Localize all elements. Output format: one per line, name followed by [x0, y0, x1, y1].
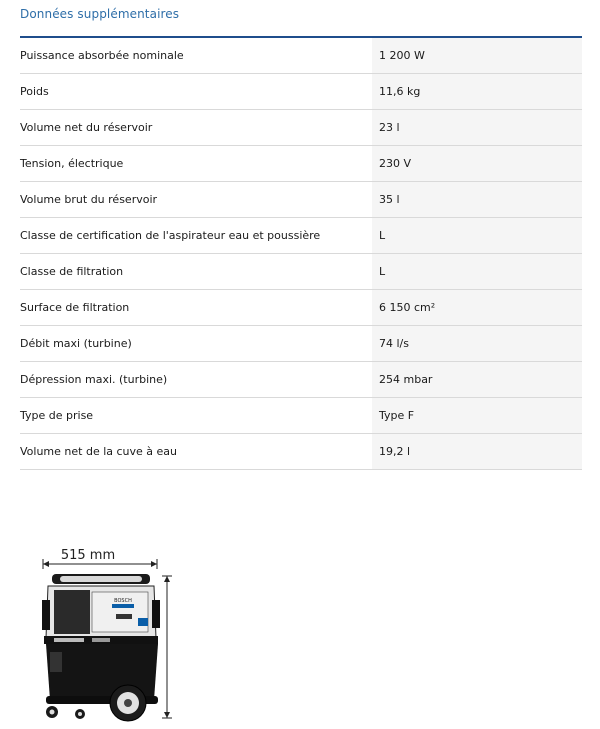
- spec-value: L: [372, 218, 582, 254]
- brand-logo: BOSCH: [114, 598, 132, 604]
- table-row: [20, 146, 582, 182]
- spec-label: Volume net du réservoir: [20, 110, 372, 146]
- table-row: [20, 326, 582, 362]
- table-row: [20, 218, 582, 254]
- spec-label: Débit maxi (turbine): [20, 326, 372, 362]
- vacuum-body: [42, 574, 160, 721]
- table-row: [20, 254, 582, 290]
- spec-value: 254 mbar: [372, 362, 582, 398]
- table-row: [20, 362, 582, 398]
- table-row: [20, 37, 582, 74]
- table-row: [20, 182, 582, 218]
- spec-table: [20, 36, 582, 470]
- spec-label: Dépression maxi. (turbine): [20, 362, 372, 398]
- height-dimension-line: [162, 576, 172, 718]
- spec-value: 35 l: [372, 182, 582, 218]
- table-row: [20, 434, 582, 470]
- table-row: [20, 110, 582, 146]
- spec-label: Volume net de la cuve à eau: [20, 434, 372, 470]
- spec-value: 74 l/s: [372, 326, 582, 362]
- table-row: [20, 398, 582, 434]
- width-dimension-label: 515 mm: [60, 548, 116, 563]
- spec-value: 230 V: [372, 146, 582, 182]
- table-row: [20, 74, 582, 110]
- spec-label: Surface de filtration: [20, 290, 372, 326]
- spec-label: Puissance absorbée nominale: [20, 37, 372, 74]
- table-row: [20, 290, 582, 326]
- spec-label: Type de prise: [20, 398, 372, 434]
- spec-label: Classe de certification de l'aspirateur eau et poussière: [20, 218, 372, 254]
- spec-value: 23 l: [372, 110, 582, 146]
- width-dimension-line: [43, 559, 157, 569]
- spec-value: 1 200 W: [372, 37, 582, 74]
- spec-value: 19,2 l: [372, 434, 582, 470]
- spec-value: 6 150 cm²: [372, 290, 582, 326]
- section-title: Données supplémentaires: [20, 7, 180, 21]
- spec-label: Tension, électrique: [20, 146, 372, 182]
- spec-value: Type F: [372, 398, 582, 434]
- spec-label: Poids: [20, 74, 372, 110]
- spec-label: Volume brut du réservoir: [20, 182, 372, 218]
- spec-value: L: [372, 254, 582, 290]
- spec-value: 11,6 kg: [372, 74, 582, 110]
- vacuum-cleaner-image: [30, 540, 200, 725]
- spec-label: Classe de filtration: [20, 254, 372, 290]
